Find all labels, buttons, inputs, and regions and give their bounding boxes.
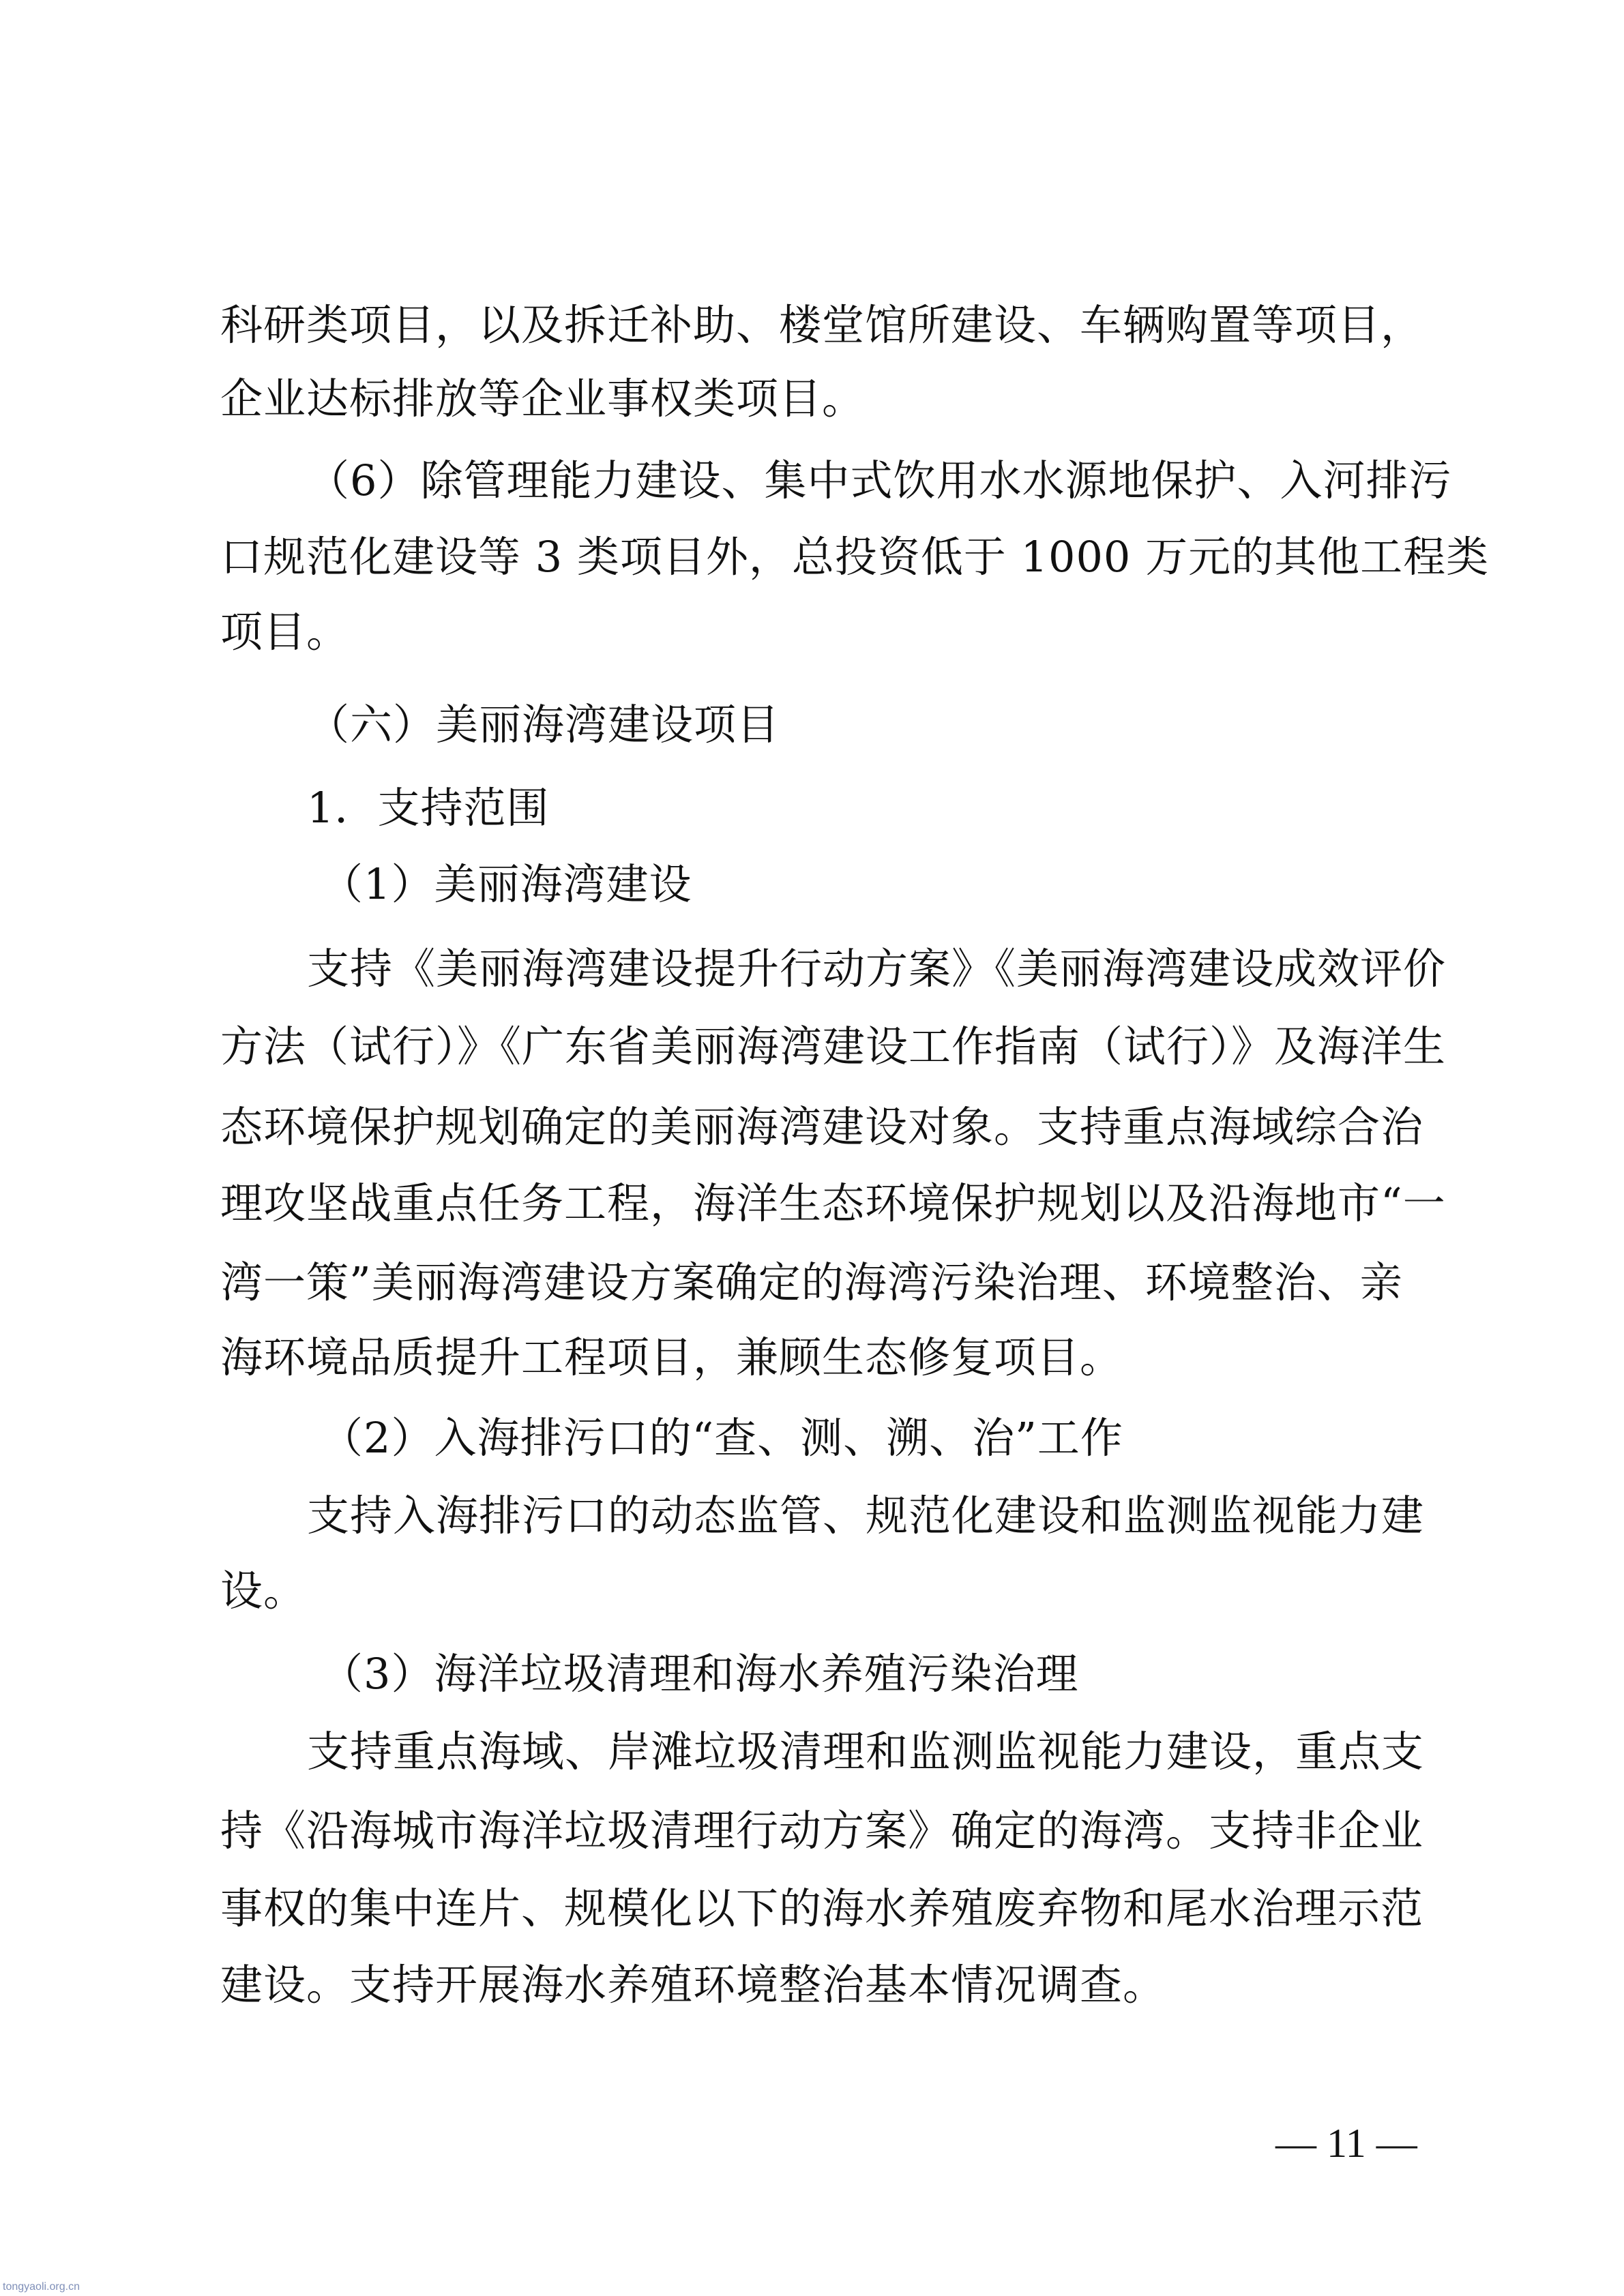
item-heading-3: （3）海洋垃圾清理和海水养殖污染治理: [321, 1649, 1079, 1699]
text-line-9: 支持《美丽海湾建设提升行动方案》《美丽海湾建设成效评价: [307, 944, 1447, 994]
text-line-3: （6）除管理能力建设、集中式饮用水水源地保护、入河排污: [307, 456, 1452, 505]
text-line-12: 理攻坚战重点任务工程，海洋生态环境保护规划以及沿海地市“一: [220, 1178, 1446, 1228]
item-heading-1: （1）美丽海湾建设: [321, 859, 692, 909]
watermark-text: tongyaoli.org.cn: [3, 2281, 80, 2293]
page-number: — 11 —: [1275, 2121, 1417, 2166]
text-line-16: 支持入海排污口的动态监管、规范化建设和监测监视能力建: [307, 1491, 1425, 1540]
text-line-22: 建设。支持开展海水养殖环境整治基本情况调查。: [220, 1960, 1166, 2010]
text-line-2: 企业达标排放等企业事权类项目。: [220, 374, 866, 423]
text-line-4: 口规范化建设等 3 类项目外，总投资低于 1000 万元的其他工程类: [220, 532, 1490, 582]
text-line-14: 海环境品质提升工程项目，兼顾生态修复项目。: [220, 1332, 1123, 1382]
text-line-11: 态环境保护规划确定的美丽海湾建设对象。支持重点海域综合治: [220, 1102, 1424, 1152]
text-line-21: 事权的集中连片、规模化以下的海水养殖废弃物和尾水治理示范: [220, 1883, 1424, 1933]
text-line-20: 持《沿海城市海洋垃圾清理行动方案》确定的海湾。支持非企业: [220, 1806, 1424, 1855]
text-line-13: 湾一策”美丽海湾建设方案确定的海湾污染治理、环境整治、亲: [220, 1257, 1403, 1307]
text-line-1: 科研类项目，以及拆迁补助、楼堂馆所建设、车辆购置等项目，: [220, 300, 1424, 350]
subsection-heading-1: 1．支持范围: [307, 783, 550, 833]
item-heading-2: （2）入海排污口的“查、测、溯、治”工作: [321, 1413, 1123, 1463]
text-line-5: 项目。: [220, 607, 350, 657]
section-heading: （六）美丽海湾建设项目: [307, 700, 780, 749]
text-line-10: 方法（试行）》《广东省美丽海湾建设工作指南（试行）》及海洋生: [220, 1022, 1447, 1071]
text-line-17: 设。: [220, 1566, 307, 1615]
text-line-19: 支持重点海域、岸滩垃圾清理和监测监视能力建设，重点支: [307, 1727, 1425, 1776]
